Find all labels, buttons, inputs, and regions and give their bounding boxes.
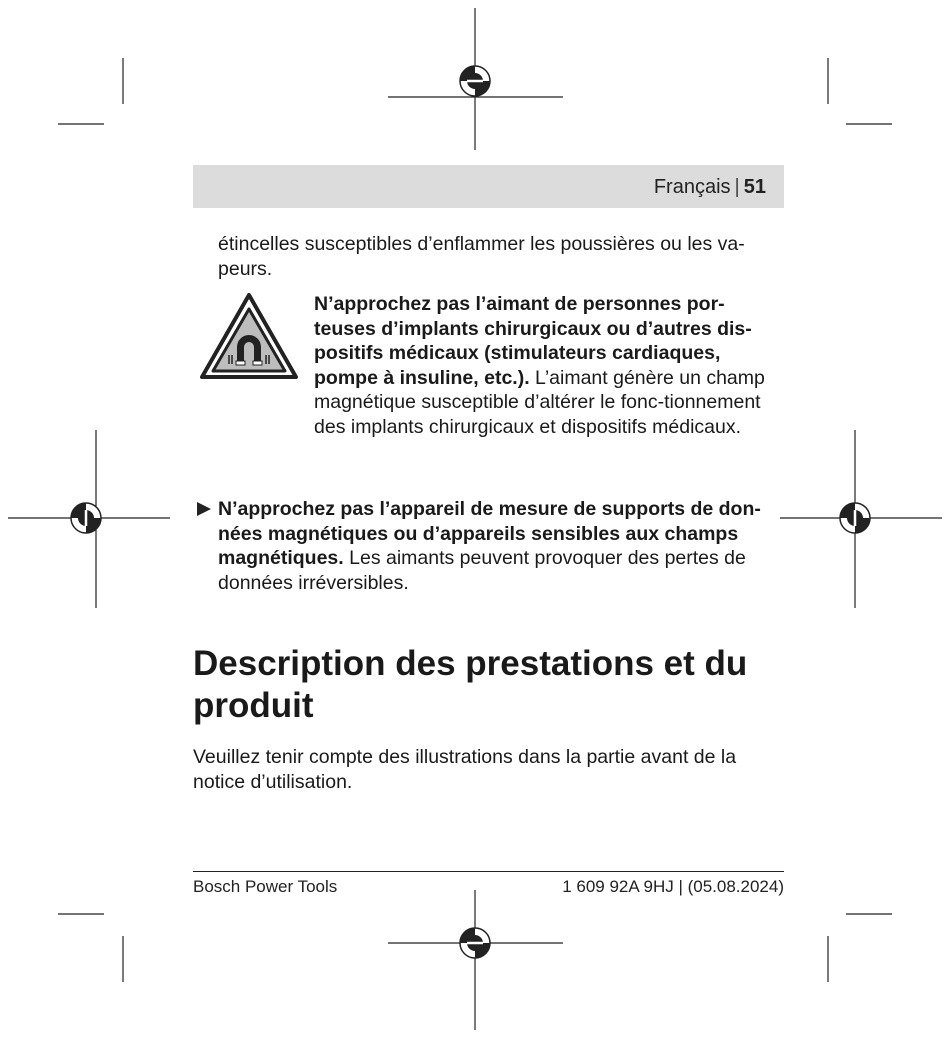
footer-brand: Bosch Power Tools (193, 877, 338, 896)
registration-mark-icon (69, 501, 103, 535)
header-separator: | (734, 176, 740, 198)
page-number: 51 (743, 176, 766, 198)
header-label (654, 176, 766, 199)
footer-doc-ref: 1 609 92A 9HJ | (05.08.2024) (562, 877, 784, 896)
registration-mark-icon (458, 64, 492, 98)
footer-rule (193, 871, 784, 872)
data-media-warning-text: Les aimants peuvent provoquer des pertes de données irréversibles. (218, 547, 746, 594)
page-header (193, 165, 784, 208)
registration-mark-icon (458, 926, 492, 960)
registration-mark-icon (838, 501, 872, 535)
paragraph-data-media-warning (218, 497, 788, 595)
magnet-warning-icon (199, 291, 299, 383)
magnet-warning-text: L’aimant génère un champ magnétique susceptible d’altérer le fonc-tionnement des implants chirurgicaux et dispositifs médicaux. (314, 366, 765, 438)
data-media-warning-bold: N’approchez pas l’appareil de mesure de supports de don-nées magnétiques ou d’appareils sensibles aux champs magnétiques. (218, 498, 761, 569)
section-intro: Veuillez tenir compte des illustrations dans la partie avant de la notice d’utilisation. (193, 746, 737, 793)
paragraph-sparks: étincelles susceptibles d’enflammer les poussières ou les va-peurs. (218, 233, 745, 280)
paragraph-magnet-warning (314, 292, 784, 439)
section-title: Description des prestations et du produit (193, 644, 748, 725)
magnet-warning-bold: N’approchez pas l’aimant de personnes por-teuses d’implants chirurgicaux ou d’autres dis-positifs médicaux (stimulateurs cardiaques, pompe à insuline, etc.). (314, 293, 752, 389)
triangle-bullet-icon (196, 501, 212, 517)
header-language: Français (653, 176, 731, 198)
